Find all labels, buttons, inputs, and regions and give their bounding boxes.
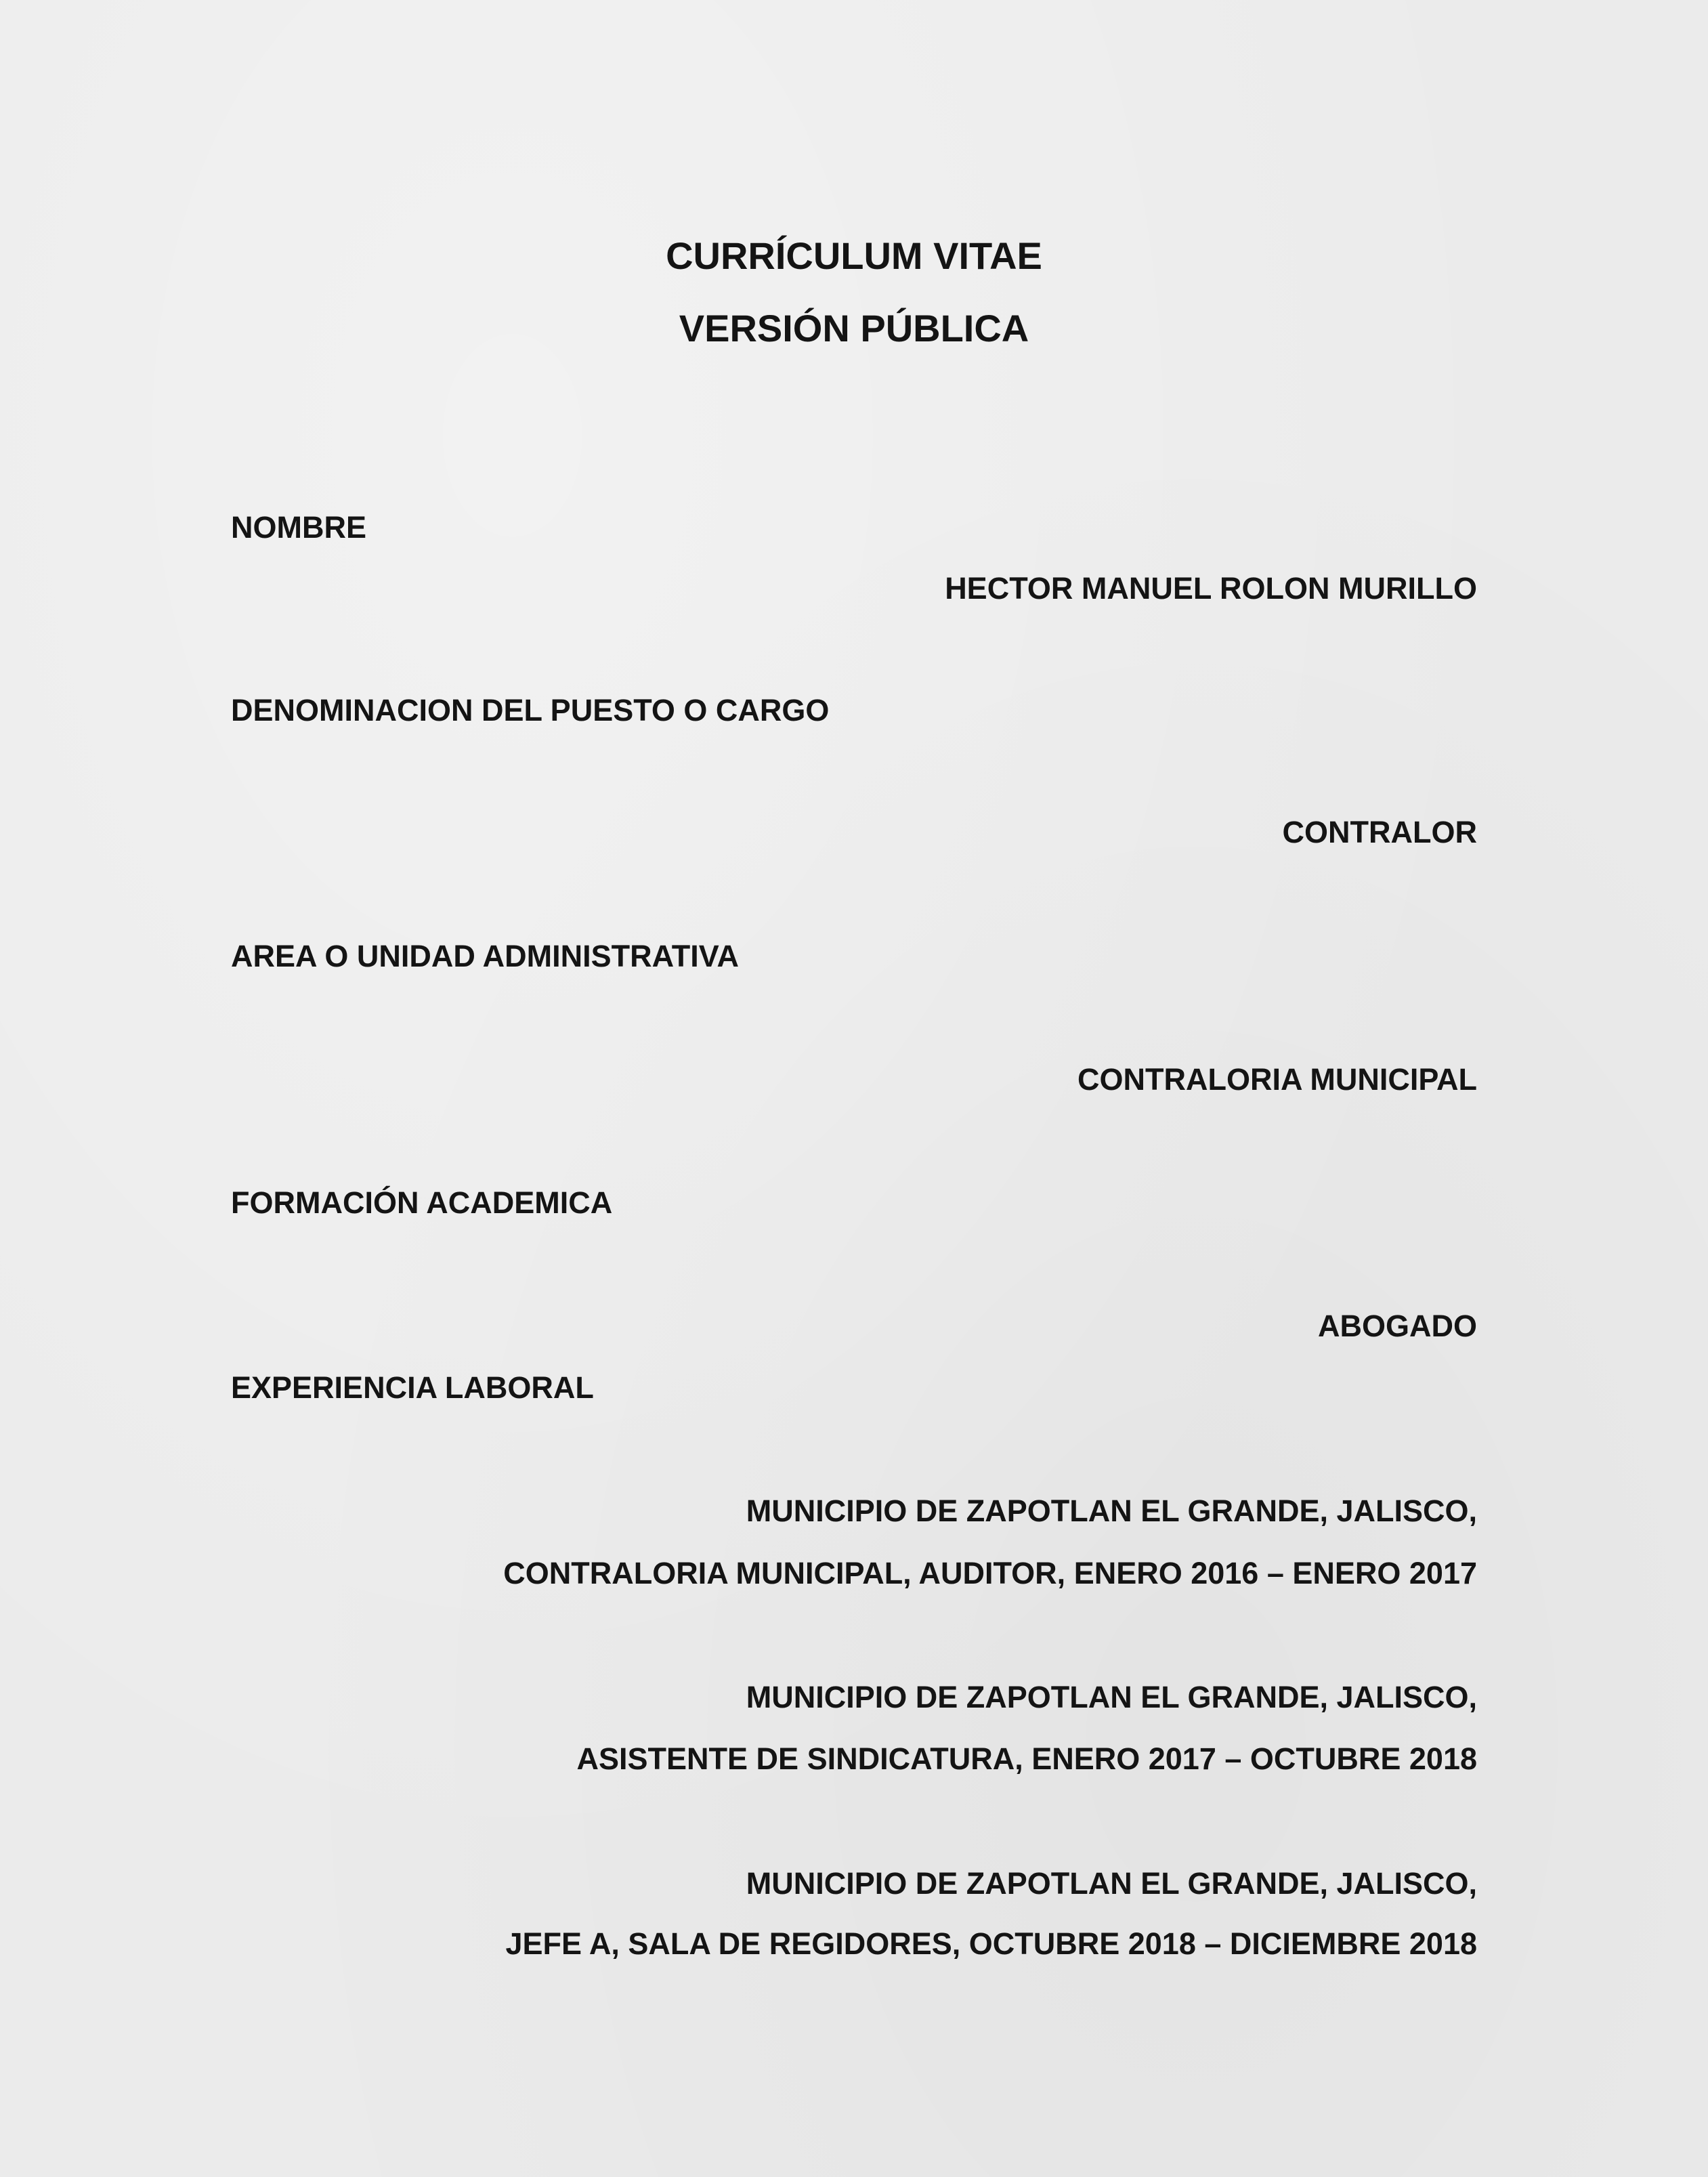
experiencia-entry-2-line-1: MUNICIPIO DE ZAPOTLAN EL GRANDE, JALISCO,: [746, 1680, 1477, 1714]
area-value: CONTRALORIA MUNICIPAL: [1077, 1062, 1477, 1097]
puesto-label: DENOMINACION DEL PUESTO O CARGO: [231, 693, 830, 727]
formacion-value: ABOGADO: [1318, 1309, 1477, 1343]
experiencia-entry-1-line-2: CONTRALORIA MUNICIPAL, AUDITOR, ENERO 2016 – ENERO 2017: [503, 1556, 1477, 1590]
experiencia-entry-2-line-2: ASISTENTE DE SINDICATURA, ENERO 2017 – OCTUBRE 2018: [576, 1741, 1477, 1776]
document-title: CURRÍCULUM VITAE: [666, 234, 1042, 277]
formacion-label: FORMACIÓN ACADEMICA: [231, 1185, 613, 1220]
experiencia-entry-3-line-2: JEFE A, SALA DE REGIDORES, OCTUBRE 2018 – DICIEMBRE 2018: [505, 1926, 1477, 1961]
puesto-value: CONTRALOR: [1282, 815, 1477, 849]
experiencia-label: EXPERIENCIA LABORAL: [231, 1370, 594, 1405]
experiencia-entry-3-line-1: MUNICIPIO DE ZAPOTLAN EL GRANDE, JALISCO,: [746, 1866, 1477, 1901]
nombre-label: NOMBRE: [231, 510, 366, 545]
document-subtitle: VERSIÓN PÚBLICA: [679, 307, 1029, 350]
nombre-value: HECTOR MANUEL ROLON MURILLO: [945, 571, 1477, 606]
area-label: AREA O UNIDAD ADMINISTRATIVA: [231, 939, 739, 973]
experiencia-entry-1-line-1: MUNICIPIO DE ZAPOTLAN EL GRANDE, JALISCO,: [746, 1494, 1477, 1528]
